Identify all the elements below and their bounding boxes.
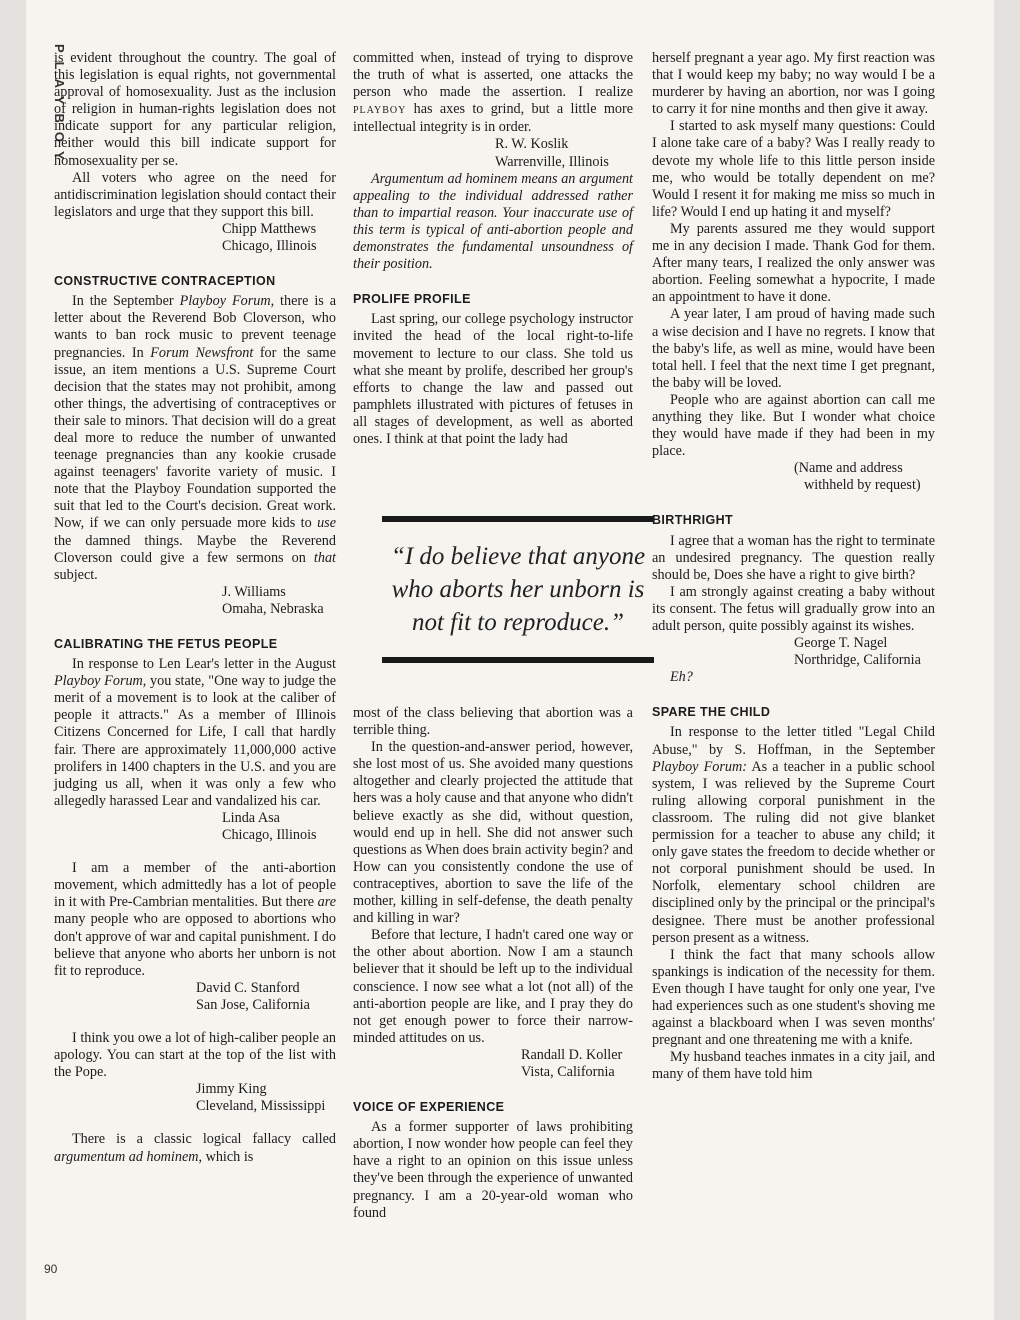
letter-paragraph: People who are against abortion can call me anything they like. But I wonder what choice they would have made if they had been in my place. xyxy=(652,391,935,460)
signature-name: Linda Asa xyxy=(222,809,280,826)
signature-name: (Name and address xyxy=(794,460,903,477)
signature-name: Randall D. Koller xyxy=(521,1046,623,1063)
signature-place: Cleveland, Mississippi xyxy=(196,1098,326,1115)
column-1 xyxy=(54,50,336,1166)
letter-paragraph: In response to Len Lear's letter in the August Playboy Forum, you state, "One way to judge the merit of a movement is to look at the caliber of people it attracts." As a member of Illinois Citizens Concerned for Life, I call that hardly fair. There are approximately 11,000,000 active prolifers in 1400 chapters in the U.S. and you are judging us all, when it was only a few who allegedly harassed Lear and vandalized his car. xyxy=(54,656,337,809)
letter-paragraph: I am a member of the anti-abortion movement, which admittedly has a lot of people in it with Pre-Cambrian mentalities. But there are many people who are opposed to abortions who don't approve of war and capital punishment. I do believe that anyone who aborts her unborn is not fit to reproduce. xyxy=(54,860,336,979)
letter-paragraph: committed when, instead of trying to disprove the truth of what is asserted, one attacks the person who made the assertion. I realize PLAYBOY has axes to grind, but a little more intellectual integrity is in order. xyxy=(353,50,633,136)
letter-paragraph: My parents assured me they would support me in any decision I made. Thank God for them. After many tears, I realized the only answer was abortion. Feeling somewhat a hypocrite, I made an appointment to have it done. xyxy=(652,220,935,306)
letter-paragraph: is evident throughout the country. The goal of this legislation is equal rights, not governmental approval of homosexuality. Just as the inclusion of religion in human-rights legislation does not indicate support for any particular religion, neither would this bill indicate support for homosexuality per se. xyxy=(54,50,336,169)
section-heading: CALIBRATING THE FETUS PEOPLE xyxy=(54,637,278,651)
signature-name: David C. Stanford xyxy=(196,979,300,996)
signature-place: Chicago, Illinois xyxy=(222,827,317,844)
column-2-continued xyxy=(353,705,633,1222)
letter-paragraph: All voters who agree on the need for antidiscrimination legislation should contact their legislators and urge that they support this bill. xyxy=(54,169,336,220)
signature-place: Chicago, Illinois xyxy=(222,238,317,255)
letter-paragraph: Before that lecture, I hadn't cared one way or the other about abortion. Now I am a staunch believer that it should be left up to the individual conscience. I now see what a lot (not all) of the anti-abortion people are like, and I pray they do not get enough power to force their narrow-minded attitudes on us. xyxy=(353,927,633,1046)
signature-place: San Jose, California xyxy=(196,996,310,1013)
pull-quote-text: “I do believe that anyone who aborts her unborn is not fit to reproduce.” xyxy=(390,543,646,636)
letter-paragraph: In response to the letter titled "Legal Child Abuse," by S. Hoffman, in the September Playboy Forum: As a teacher in a public school system, I was relieved by the Supreme Court ruling allowing corporal punishment in the classroom. The ruling did not give blanket permission for a teacher to abuse any child; it only gave states the freedom to decide whether or not corporal punishment should be used. In Norfolk, elementary school children are disciplined only by the principal or the principal's designee. There must be another professional person present as a witness. xyxy=(652,724,935,946)
signature-place: Vista, California xyxy=(521,1063,615,1080)
section-heading: VOICE OF EXPERIENCE xyxy=(353,1100,505,1115)
pull-quote-rule xyxy=(382,657,654,663)
column-2 xyxy=(353,50,633,448)
page-number: 90 xyxy=(44,1262,58,1276)
section-heading: BIRTHRIGHT xyxy=(652,513,734,528)
signature-name: Chipp Matthews xyxy=(222,220,317,237)
letter-paragraph: A year later, I am proud of having made such a wise decision and I have no regrets. I know that the baby's life, as well as mine, would have been total hell. I feel that the next time I get pregnant, the baby will be loved. xyxy=(652,306,935,391)
letter-paragraph: As a former supporter of laws prohibiting abortion, I now wonder how people can feel they have a right to an opinion on this issue unless they've been through the experience of unwanted pregnancy. I am a 20-year-old woman who found xyxy=(353,1119,633,1221)
signature-place: withheld by request) xyxy=(804,477,921,494)
letter-paragraph: I think you owe a lot of high-caliber people an apology. You can start at the top of the list with the Pope. xyxy=(54,1029,336,1081)
letter-paragraph: Last spring, our college psychology instructor invited the head of the local right-to-life movement to lecture to our class. She told us what she meant by prolife, described her group's efforts to change the law and passed out pamphlets illustrated with pictures of fetuses in all stages of development, as well as aborted ones. I think at that point the lady had xyxy=(353,311,633,447)
letter-paragraph: I started to ask myself many questions: Could I alone take care of a baby? Was I really ready to devote my whole life to this little person inside me, who would be totally dependent on me? Would I resent it for making me miss so much in life? Would I end up hating it and myself? xyxy=(652,118,935,220)
signature-name: R. W. Koslik xyxy=(495,136,569,153)
editor-reply: Argumentum ad hominem means an argument appealing to the individual addressed rather than to impartial reason. Your inaccurate use of this term is typical of anti-abortion people and demonstrates the fundamental unsoundness of their position. xyxy=(353,170,634,273)
letter-paragraph: There is a classic logical fallacy called argumentum ad hominem, which is xyxy=(54,1131,336,1165)
pull-quote xyxy=(382,516,654,688)
signature-name: Jimmy King xyxy=(196,1081,267,1098)
signature-name: J. Williams xyxy=(222,583,286,600)
letter-paragraph: herself pregnant a year ago. My first reaction was that I would keep my baby; no way would I be a murderer by having an abortion, nor was I going to carry it for nine months and then give it away. xyxy=(652,50,935,118)
letter-paragraph: I think the fact that many schools allow spankings is indication of the necessity for them. Even though I have taught for only one year, I've had experiences such as one student's shoving me against a blackboard when I was seven months' pregnant and one threatening me with a knife. xyxy=(652,946,935,1049)
letter-paragraph: In the question-and-answer period, however, she lost most of us. She avoided many questions altogether and clearly projected the attitude that hers was a holy cause and that anyone who didn't believe exactly as she did, without question, would end up in hell. She did not answer such questions as When does brain activity begin? and How can you consistently condone the use of contraceptives, abortion to save the life of the mother, killing in self-defense, the death penalty and killing in war? xyxy=(353,739,633,927)
letter-paragraph: most of the class believing that abortion was a terrible thing. xyxy=(353,705,633,739)
editor-reply: Eh? xyxy=(670,669,693,686)
signature-name: George T. Nagel xyxy=(794,635,888,652)
section-heading: PROLIFE PROFILE xyxy=(353,292,471,307)
letter-paragraph: I am strongly against creating a baby without its consent. The fetus will gradually grow into an adult person, quite possibly against its wishes. xyxy=(652,583,935,634)
running-brand: PLAYBOY xyxy=(52,44,67,169)
letter-paragraph: My husband teaches inmates in a city jail, and many of them have told him xyxy=(652,1049,935,1083)
section-heading: CONSTRUCTIVE CONTRACEPTION xyxy=(54,274,276,289)
letter-paragraph: I agree that a woman has the right to terminate an undesired pregnancy. The question really should be, Does she have a right to give birth? xyxy=(652,532,935,583)
signature-place: Warrenville, Illinois xyxy=(495,153,609,170)
column-3 xyxy=(652,50,935,1083)
section-heading: SPARE THE CHILD xyxy=(652,705,771,720)
signature-place: Omaha, Nebraska xyxy=(222,600,324,617)
letter-paragraph: In the September Playboy Forum, there is a letter about the Reverend Bob Cloverson, who wants to ban rock music to prevent teenage pregnancies. In Forum Newsfront for the same issue, an item mentions a U.S. Supreme Court decision that the states may not prohibit, among other things, the advertising of contraceptives or their sale to minors. That decision will do a great deal more to reduce the number of unwanted teenage pregnancies than any kookie crusade against teenagers' favorite variety of music. I note that the Playboy Foundation supported the suit that led to the Court's decision. Great work. Now, if we can only persuade more kids to use the damned things. Maybe the Reverend Cloverson could give a few sermons on that subject. xyxy=(54,293,336,583)
signature-place: Northridge, California xyxy=(794,652,921,669)
